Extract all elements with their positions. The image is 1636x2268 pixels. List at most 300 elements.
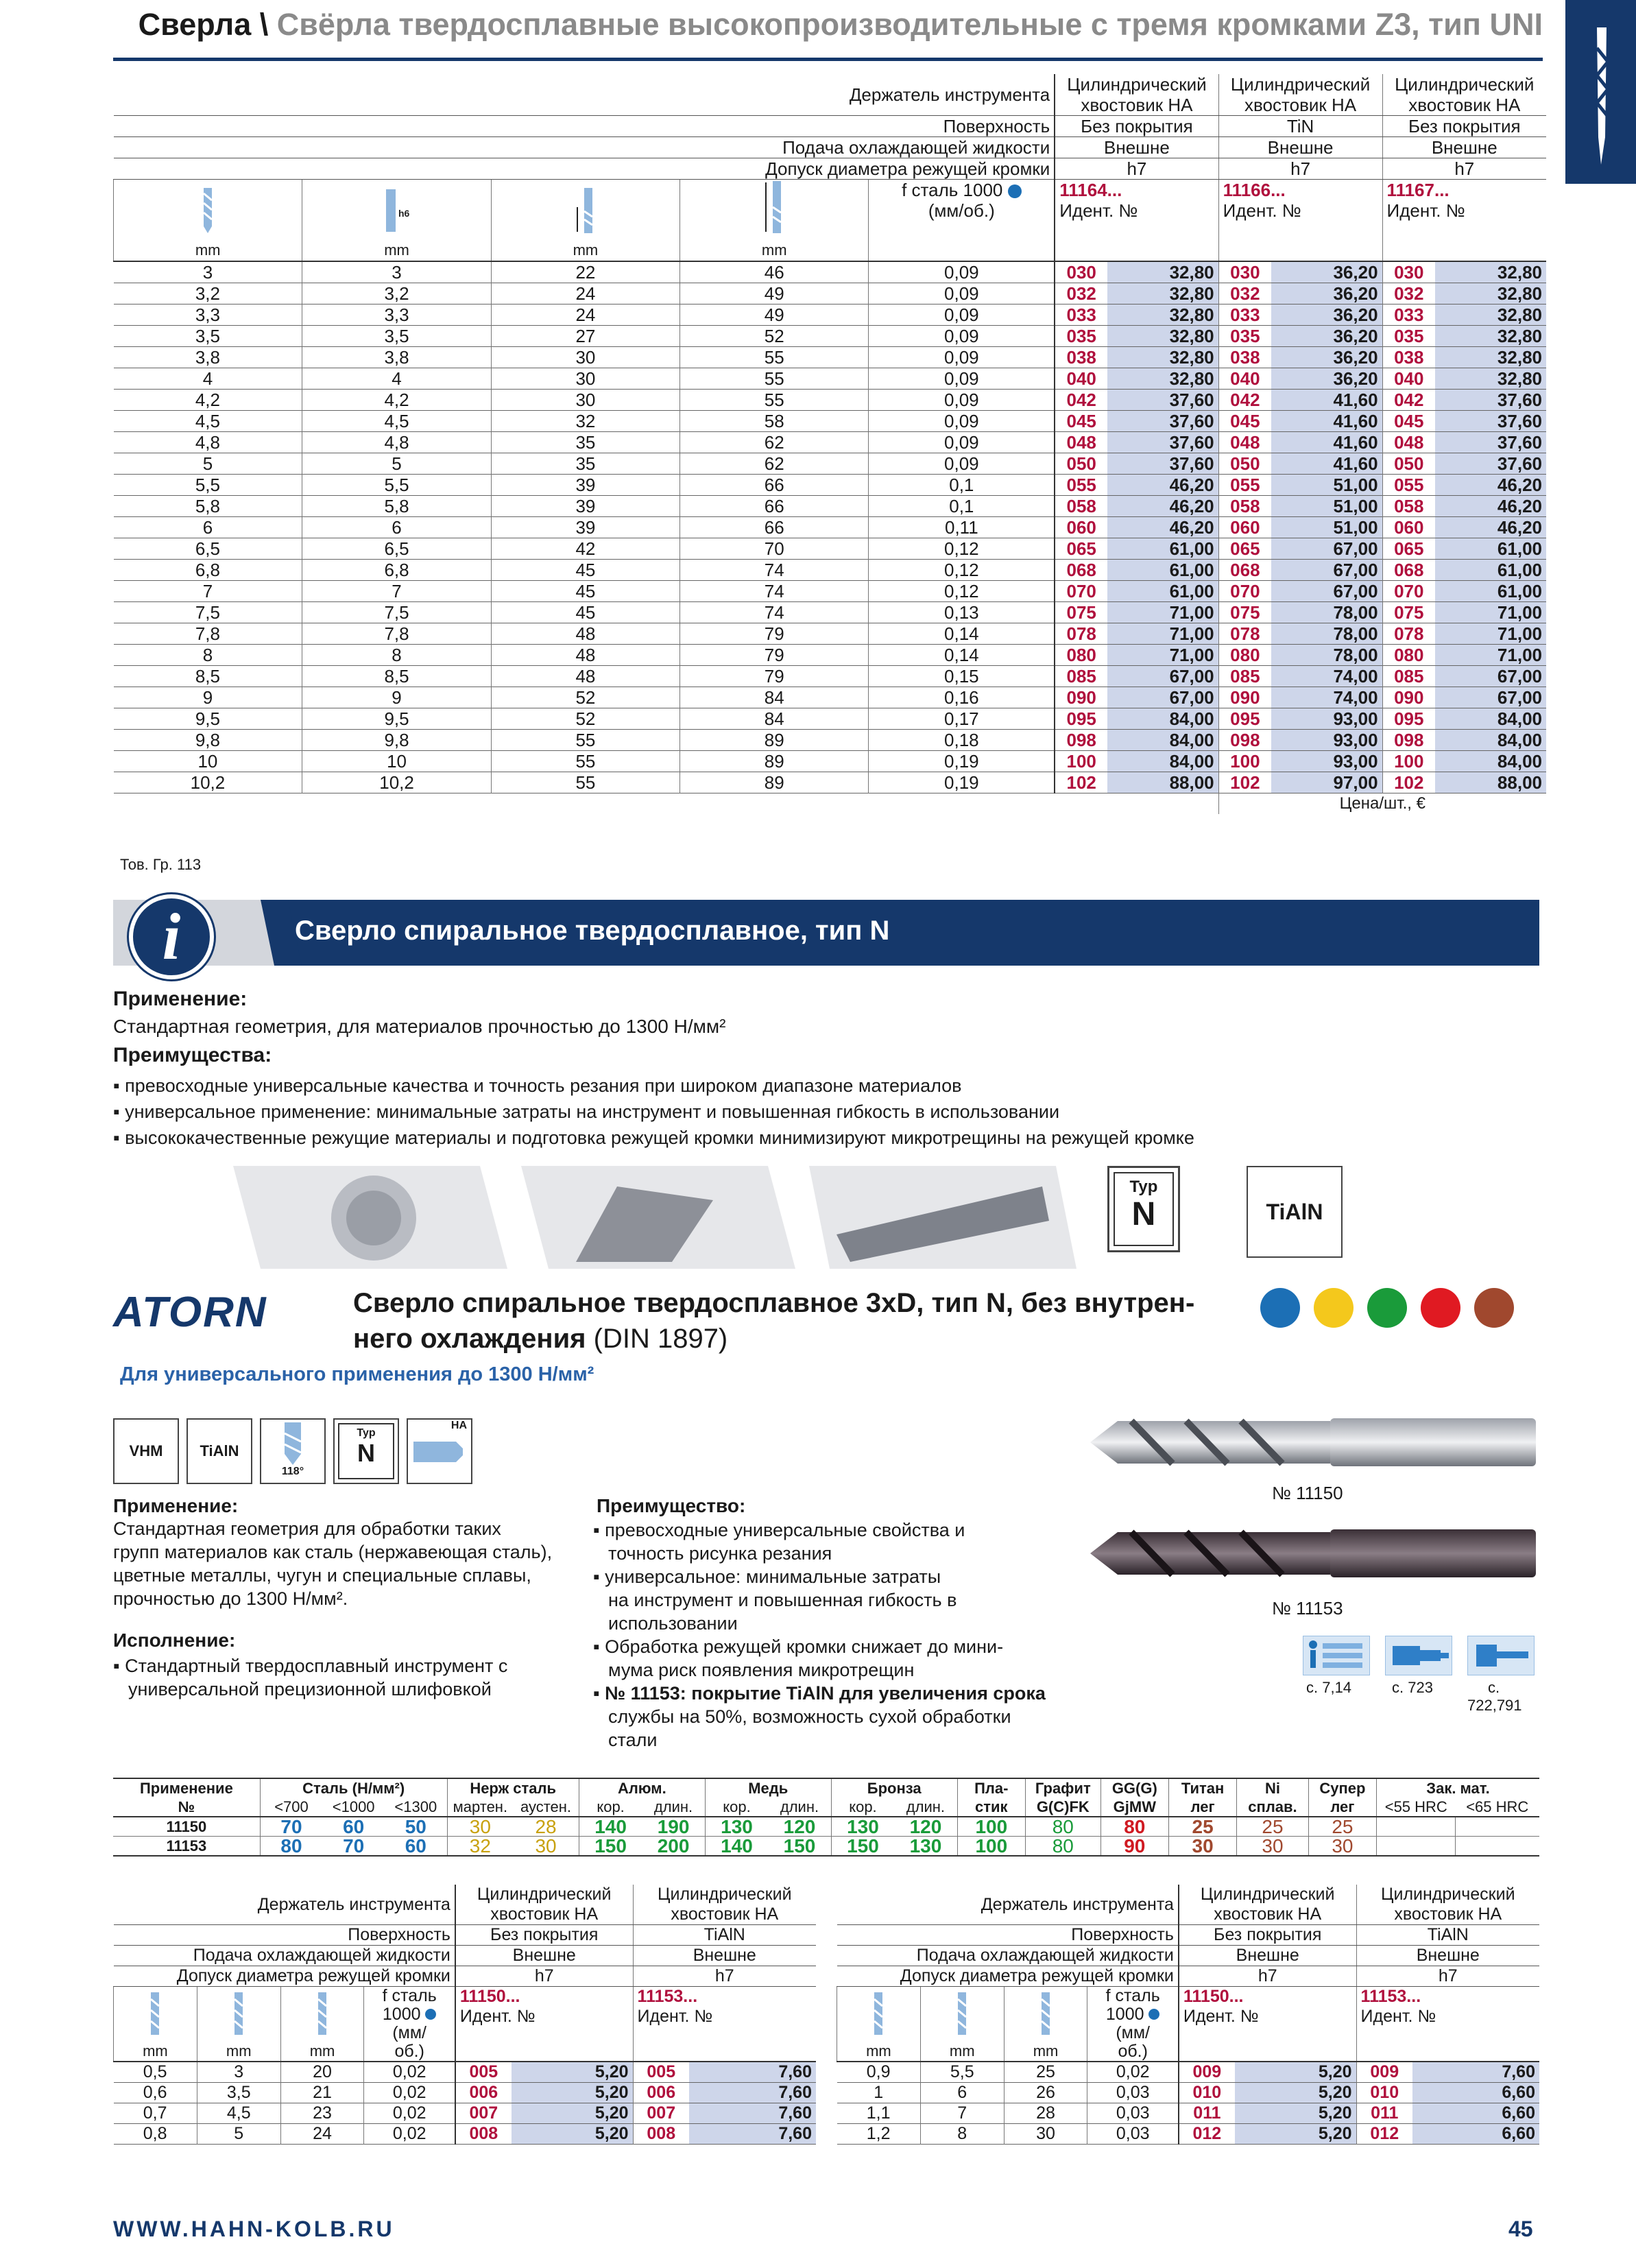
dimension-cell: 9,5	[195, 708, 220, 729]
price-cell: 36,20	[1271, 326, 1382, 347]
mt-subheader-cell: лег	[1168, 1798, 1236, 1817]
ref-3: с.	[1488, 1679, 1500, 1696]
ident-code: 048	[1218, 432, 1271, 453]
ident-code: 060	[1382, 517, 1435, 538]
ident-code: 045	[1218, 411, 1271, 432]
dimension-cell: 6	[920, 2083, 1004, 2103]
mt-subheader-cell: длин.	[906, 1798, 946, 1815]
dimension-cell: 0,17	[869, 708, 1055, 730]
dimension-cell: 0,1	[869, 496, 1055, 517]
dimension-cell: 20	[280, 2062, 364, 2083]
ident-code: 090	[1382, 687, 1435, 708]
dimension-cell: 0,13	[869, 602, 1055, 623]
table-row	[114, 347, 1547, 368]
table-row	[114, 411, 1547, 432]
bt-feed-header: f сталь 1000 (мм/ об.)	[364, 1987, 455, 2062]
dimension-cell: 0,09	[869, 368, 1055, 390]
ident-code: 011	[1179, 2103, 1235, 2124]
price-cell: 37,60	[1435, 453, 1546, 475]
ident-code: 033	[1218, 305, 1271, 326]
ident-code: 080	[1055, 645, 1107, 666]
ref-4: 722,791	[1467, 1697, 1522, 1714]
price-cell: 61,00	[1435, 560, 1546, 581]
ident-code: 040	[1055, 368, 1107, 390]
advantages-list	[113, 1073, 1194, 1151]
dimension-cell: 0,02	[364, 2124, 455, 2145]
col1-holder: Цилиндрический хвостовик HA	[1055, 74, 1218, 116]
table-row	[837, 2124, 1540, 2145]
mt-subheader-cell: №	[178, 1798, 195, 1815]
dimension-cell: 6,8	[302, 560, 491, 581]
dimension-cell: 3,5	[302, 326, 491, 347]
color-dot-stainless	[1314, 1288, 1354, 1328]
flute-length-icon	[1035, 1991, 1056, 2036]
bt-col1-tolerance: h7	[455, 1966, 633, 1987]
dimension-cell: 0,09	[869, 390, 1055, 411]
mt-value-cell: 50	[405, 1816, 426, 1837]
mt-h-copper: Медь	[705, 1778, 831, 1798]
price-cell: 71,00	[1435, 602, 1546, 623]
mt-value-cell: 140	[705, 1837, 768, 1857]
dimension-cell: 1	[874, 2083, 884, 2102]
ref-2: с. 723	[1392, 1679, 1433, 1696]
dimension-cell: 4,8	[195, 432, 220, 453]
mt-subheader-cell: кор.	[705, 1798, 768, 1817]
dimension-cell: 10	[302, 751, 491, 772]
bt-flute-icon-cell: mm	[280, 1987, 364, 2062]
col2-coolant: Внешне	[1218, 137, 1382, 158]
bt-col2-article: 11153... Идент. №	[633, 1987, 816, 2062]
table-row	[114, 390, 1547, 411]
price-cell: 7,60	[689, 2083, 816, 2103]
dimension-cell: 39	[491, 475, 679, 496]
table-row	[114, 453, 1547, 475]
ha-shank-icon: HA	[407, 1418, 472, 1484]
ident-code: 030	[1218, 261, 1271, 283]
ident-code: 098	[1218, 730, 1271, 751]
dimension-cell: 24	[280, 2124, 364, 2145]
dimension-cell: 74	[680, 602, 869, 623]
dimension-cell: 9	[302, 687, 491, 708]
dimension-cell: 66	[680, 496, 869, 517]
ident-code: 060	[1218, 517, 1271, 538]
dimension-cell: 8,5	[302, 666, 491, 687]
table-row	[114, 645, 1547, 666]
dimension-cell: 4	[202, 368, 213, 389]
dimension-cell: 3,8	[302, 347, 491, 368]
header-rule	[113, 58, 1543, 61]
drill-diameter-icon	[194, 187, 221, 235]
dimension-cell: 5	[197, 2124, 280, 2145]
ident-code: 075	[1382, 602, 1435, 623]
bt-label-coolant: Подача охлаждающей жидкости	[837, 1946, 1179, 1966]
dimension-cell: 3,5	[197, 2083, 280, 2103]
color-dot-copper	[1474, 1288, 1514, 1328]
top-product-table	[113, 74, 1546, 814]
mt-value-cell: 150	[831, 1837, 894, 1857]
mt-article-no: 11150	[166, 1818, 207, 1835]
price-cell: 41,60	[1271, 453, 1382, 475]
tov-gr: Тов. Гр. 113	[120, 856, 202, 873]
table-row	[114, 261, 1547, 283]
dimension-cell: 21	[280, 2083, 364, 2103]
ident-code: 085	[1055, 666, 1107, 687]
ident-code: 075	[1218, 602, 1271, 623]
mt-subheader-cell: длин.	[780, 1798, 819, 1815]
dimension-cell: 89	[680, 772, 869, 793]
col1-surface: Без покрытия	[1055, 116, 1218, 137]
table-row	[114, 2083, 817, 2103]
dimension-cell: 0,14	[869, 645, 1055, 666]
price-cell: 88,00	[1435, 772, 1546, 793]
mt-value-cell: 130	[909, 1835, 942, 1857]
label-coolant: Подача охлаждающей жидкости	[114, 137, 1055, 158]
bt-col1-holder: Цилиндрический хвостовик HA	[455, 1885, 633, 1925]
bt-shank-icon-cell: mm	[920, 1987, 1004, 2062]
bt-label-holder: Держатель инструмента	[837, 1885, 1179, 1925]
bt-col2-coolant: Внешне	[633, 1946, 816, 1966]
dimension-cell: 7	[202, 581, 213, 601]
price-cell: 32,80	[1107, 261, 1218, 283]
dimension-cell: 3,3	[195, 305, 220, 325]
price-cell: 41,60	[1271, 432, 1382, 453]
ident-code: 068	[1218, 560, 1271, 581]
dimension-cell: 55	[491, 772, 679, 793]
price-cell: 67,00	[1107, 666, 1218, 687]
price-cell: 32,80	[1435, 368, 1546, 390]
price-cell: 32,80	[1107, 283, 1218, 305]
total-length-icon	[760, 180, 788, 235]
price-cell: 71,00	[1435, 623, 1546, 645]
dimension-cell: 30	[1004, 2124, 1087, 2145]
price-cell: 88,00	[1107, 772, 1218, 793]
dimension-cell: 49	[680, 283, 869, 305]
dimension-cell: 7	[302, 581, 491, 602]
price-cell: 32,80	[1107, 368, 1218, 390]
bt-col1-surface: Без покрытия	[1179, 1925, 1356, 1946]
bt-col1-holder: Цилиндрический хвостовик HA	[1179, 1885, 1356, 1925]
dimension-cell: 55	[680, 347, 869, 368]
ident-code: 095	[1382, 708, 1435, 730]
mt-subheader-cell: кор.	[831, 1798, 894, 1817]
price-cell: 7,60	[689, 2062, 816, 2083]
bt-col1-article: 11150... Идент. №	[1179, 1987, 1356, 2062]
dimension-cell: 0,02	[1087, 2062, 1179, 2083]
mt-h-steel: Сталь (Н/мм²)	[260, 1778, 447, 1798]
price-cell: 61,00	[1107, 538, 1218, 560]
price-cell: 93,00	[1271, 708, 1382, 730]
drill-chuck-icon[interactable]	[1467, 1636, 1535, 1675]
ident-code: 005	[633, 2062, 689, 2083]
advantage-item: ▪ высококачественные режущие материалы и подготовка режущей кромки минимизируют микротрещины на режущей кромке	[113, 1127, 1194, 1148]
dimension-cell: 52	[680, 326, 869, 347]
tialn-badge: TiAlN	[1247, 1166, 1343, 1258]
drill-image-11153	[1076, 1523, 1543, 1584]
dimension-cell: 62	[680, 432, 869, 453]
top-table-body	[114, 261, 1547, 793]
price-cell: 84,00	[1107, 730, 1218, 751]
mt-article-no: 11153	[166, 1837, 207, 1854]
dimension-cell: 79	[680, 666, 869, 687]
table-row	[114, 2062, 817, 2083]
price-cell: 78,00	[1271, 623, 1382, 645]
col1-coolant: Внешне	[1055, 137, 1218, 158]
ident-code: 095	[1055, 708, 1107, 730]
dimension-cell: 5,5	[302, 475, 491, 496]
price-cell: 32,80	[1107, 347, 1218, 368]
ident-code: 075	[1055, 602, 1107, 623]
table-row	[114, 623, 1547, 645]
dimension-cell: 6	[202, 517, 213, 538]
bt-diameter-icon-cell: mm	[837, 1987, 921, 2062]
dimension-cell: 23	[280, 2103, 364, 2124]
ident-code: 080	[1218, 645, 1271, 666]
dimension-cell: 0,03	[1087, 2103, 1179, 2124]
table-row	[114, 581, 1547, 602]
drill-geometry-images	[233, 1159, 1076, 1276]
price-cell: 6,60	[1412, 2103, 1539, 2124]
ident-code: 100	[1382, 751, 1435, 772]
mt-value-cell: 200	[657, 1835, 690, 1857]
price-cell: 37,60	[1435, 432, 1546, 453]
dimension-cell: 30	[491, 368, 679, 390]
table-row	[837, 2062, 1540, 2083]
price-cell: 51,00	[1271, 517, 1382, 538]
ident-code: 102	[1055, 772, 1107, 793]
dimension-cell: 52	[491, 687, 679, 708]
col2-tolerance: h7	[1218, 158, 1382, 180]
label-tolerance: Допуск диаметра режущей кромки	[114, 158, 1055, 180]
mt-value-cell: 32	[447, 1837, 513, 1857]
table-row	[114, 772, 1547, 793]
dimension-cell: 0,03	[1087, 2124, 1179, 2145]
dimension-cell: 70	[680, 538, 869, 560]
mt-subheader-cell: <55 HRC	[1377, 1798, 1456, 1817]
bt-label-tolerance: Допуск диаметра режущей кромки	[114, 1966, 455, 1987]
mt-value-cell: 70	[260, 1817, 322, 1837]
dimension-cell: 0,14	[869, 623, 1055, 645]
table-row	[114, 283, 1547, 305]
product-advantage-list: ▪ превосходные универсальные свойства и точность рисунка резания ▪ универсальное: минимальные затраты на инструмент и повышенная гибкость в использовании ▪ Обработка режущей кромки снижает до мини- мума риск появления микротрещин ▪ № 11153: покрытие TiAlN для увеличения срока службы на 50%, возможность сухой обработки стали	[593, 1520, 1046, 1750]
ident-code: 009	[1356, 2062, 1412, 2083]
ident-code: 095	[1218, 708, 1271, 730]
bt-col2-surface: TiAlN	[1356, 1925, 1539, 1946]
ident-code: 068	[1382, 560, 1435, 581]
table-row	[114, 326, 1547, 347]
table-row	[113, 1837, 1539, 1857]
mt-h-hardened: Зак. мат.	[1377, 1778, 1539, 1798]
ref-1: с. 7,14	[1306, 1679, 1352, 1696]
dimension-cell: 0,09	[869, 305, 1055, 326]
dimension-cell: 0,19	[869, 751, 1055, 772]
ident-code: 033	[1382, 305, 1435, 326]
bt-col1-surface: Без покрытия	[455, 1925, 633, 1946]
price-cell: 46,20	[1107, 517, 1218, 538]
mt-value-cell: 190	[657, 1816, 690, 1837]
drill-diameter-icon	[868, 1991, 889, 2036]
product-application-heading: Применение:	[113, 1495, 239, 1516]
col3-coolant: Внешне	[1382, 137, 1546, 158]
dimension-cell: 5	[302, 453, 491, 475]
price-cell: 36,20	[1271, 261, 1382, 283]
ident-code: 048	[1055, 432, 1107, 453]
mt-value-cell: 25	[1237, 1817, 1309, 1837]
price-cell: 71,00	[1107, 623, 1218, 645]
dimension-cell: 8	[202, 645, 213, 665]
mt-value-cell: 25	[1308, 1817, 1376, 1837]
footer-url[interactable]: WWW.HAHN-KOLB.RU	[113, 2217, 395, 2241]
product-application-text: Стандартная геометрия для обработки таких групп материалов как сталь (нержавеющая сталь), цветные металлы, чугун и специальные сплавы, прочностью до 1300 Н/мм².	[113, 1518, 553, 1609]
chuck-holder-icon[interactable]	[1385, 1636, 1452, 1675]
col3-holder: Цилиндрический хвостовик HA	[1382, 74, 1546, 116]
price-cell: 67,00	[1107, 687, 1218, 708]
dimension-cell: 58	[680, 411, 869, 432]
mt-value-cell: 130	[705, 1817, 768, 1837]
price-cell: 36,20	[1271, 368, 1382, 390]
price-cell: 36,20	[1271, 347, 1382, 368]
dimension-cell: 48	[491, 623, 679, 645]
material-color-dots	[1260, 1288, 1514, 1328]
dimension-cell: 0,02	[364, 2083, 455, 2103]
ident-code: 007	[455, 2103, 512, 2124]
dimension-cell: 22	[491, 261, 679, 283]
drill-diameter-icon	[145, 1991, 165, 2036]
bottom-table-right	[837, 1885, 1539, 2145]
mt-h-graphite: Графит	[1025, 1778, 1100, 1798]
col1-tolerance: h7	[1055, 158, 1218, 180]
price-cell: 74,00	[1271, 666, 1382, 687]
catalog-info-icon[interactable]	[1303, 1636, 1370, 1675]
mt-value-cell: 80	[1025, 1837, 1100, 1857]
dimension-cell: 3,2	[195, 283, 220, 304]
dimension-cell: 0,6	[143, 2083, 167, 2102]
dimension-cell: 9,8	[195, 730, 220, 750]
product-subtitle: Для универсального применения до 1300 Н/мм²	[120, 1363, 594, 1385]
ident-code: 065	[1218, 538, 1271, 560]
bt-col2-coolant: Внешне	[1356, 1946, 1539, 1966]
bottom-table-left	[113, 1885, 816, 2145]
price-cell: 5,20	[512, 2083, 633, 2103]
price-cell: 36,20	[1271, 305, 1382, 326]
dimension-cell: 7,8	[302, 623, 491, 645]
price-cell: 5,20	[512, 2124, 633, 2145]
mt-h-bronze: Бронза	[831, 1778, 957, 1798]
typ-n-badge: Typ N	[1107, 1166, 1180, 1252]
dimension-cell: 35	[491, 453, 679, 475]
mt-h-titan: Титан	[1168, 1778, 1236, 1798]
execution-text: ▪ Стандартный твердосплавный инструмент с универсальной прецизионной шлифовкой	[113, 1656, 508, 1699]
ident-code: 040	[1218, 368, 1271, 390]
product-title-line2: него охлаждения (DIN 1897)	[353, 1324, 728, 1354]
price-cell: 37,60	[1107, 453, 1218, 475]
dimension-cell: 39	[491, 496, 679, 517]
dimension-cell: 0,16	[869, 687, 1055, 708]
ident-code: 060	[1055, 517, 1107, 538]
mt-h-aluminium: Алюм.	[579, 1778, 705, 1798]
dimension-cell: 5,8	[195, 496, 220, 516]
h6-label: h6	[398, 208, 409, 219]
mt-h-plastic: Пла-	[957, 1778, 1025, 1798]
dimension-cell: 0,15	[869, 666, 1055, 687]
price-cell: 32,80	[1107, 326, 1218, 347]
dimension-cell: 79	[680, 623, 869, 645]
dimension-cell: 7,8	[195, 623, 220, 644]
dimension-cell: 0,12	[869, 581, 1055, 602]
dimension-cell: 74	[680, 560, 869, 581]
dimension-cell: 5,5	[195, 475, 220, 495]
price-cell: 32,80	[1435, 347, 1546, 368]
steel-color-dot	[1148, 2009, 1159, 2020]
ident-code: 011	[1356, 2103, 1412, 2124]
dimension-cell: 6,5	[302, 538, 491, 560]
dimension-cell: 8	[302, 645, 491, 666]
ident-code: 065	[1382, 538, 1435, 560]
price-cell: 97,00	[1271, 772, 1382, 793]
price-cell: 5,20	[512, 2103, 633, 2124]
dimension-cell: 0,09	[869, 453, 1055, 475]
dimension-cell: 25	[1004, 2062, 1087, 2083]
mt-subheader-cell: GjMW	[1100, 1798, 1168, 1817]
dimension-cell: 45	[491, 602, 679, 623]
bt-flute-icon-cell: mm	[1004, 1987, 1087, 2062]
label-surface: Поверхность	[114, 116, 1055, 137]
ident-code: 012	[1179, 2124, 1235, 2145]
col2-surface: TiN	[1218, 116, 1382, 137]
ident-code: 065	[1055, 538, 1107, 560]
mt-h-castiron: GG(G)	[1100, 1778, 1168, 1798]
price-cell: 51,00	[1271, 475, 1382, 496]
price-cell: 37,60	[1107, 411, 1218, 432]
dimension-cell: 1,2	[866, 2124, 891, 2143]
table-row	[837, 2083, 1540, 2103]
dimension-cell: 55	[680, 390, 869, 411]
product-title-line1: Сверло спиральное твердосплавное 3xD, тип N, без внутрен-	[353, 1288, 1195, 1318]
shank-icon	[952, 1991, 972, 2036]
ident-code: 038	[1218, 347, 1271, 368]
ident-code: 012	[1356, 2124, 1412, 2145]
mt-subheader-cell: кор.	[579, 1798, 642, 1817]
ident-code: 009	[1179, 2062, 1235, 2083]
mt-value-cell: 30	[1237, 1837, 1309, 1857]
price-cell: 46,20	[1435, 517, 1546, 538]
table-row	[114, 708, 1547, 730]
price-cell: 41,60	[1271, 411, 1382, 432]
ident-code: 100	[1055, 751, 1107, 772]
side-tab	[1565, 0, 1636, 184]
dimension-cell: 0,09	[869, 432, 1055, 453]
bt-shank-icon-cell: mm	[197, 1987, 280, 2062]
tialn-icon: TiAlN	[187, 1418, 252, 1484]
mt-value-cell	[1456, 1837, 1540, 1857]
dimension-cell: 49	[680, 305, 869, 326]
ident-code: 035	[1055, 326, 1107, 347]
mt-value-cell: 30	[1168, 1837, 1236, 1857]
ident-code: 055	[1382, 475, 1435, 496]
steel-color-dot	[425, 2009, 436, 2020]
mt-value-cell: 30	[1308, 1837, 1376, 1857]
col2-article: 11166... Идент. №	[1218, 180, 1382, 262]
price-cell: 5,20	[512, 2062, 633, 2083]
ident-code: 078	[1382, 623, 1435, 645]
price-cell: 61,00	[1435, 581, 1546, 602]
mt-h-super: Супер	[1308, 1778, 1376, 1798]
bt-col1-article: 11150... Идент. №	[455, 1987, 633, 2062]
mt-h-application: Применение	[139, 1780, 233, 1797]
mt-subheader-cell: <1300	[394, 1798, 437, 1815]
mt-subheader-cell: лег	[1308, 1798, 1376, 1817]
price-cell: 7,60	[689, 2103, 816, 2124]
price-cell: 7,60	[1412, 2062, 1539, 2083]
